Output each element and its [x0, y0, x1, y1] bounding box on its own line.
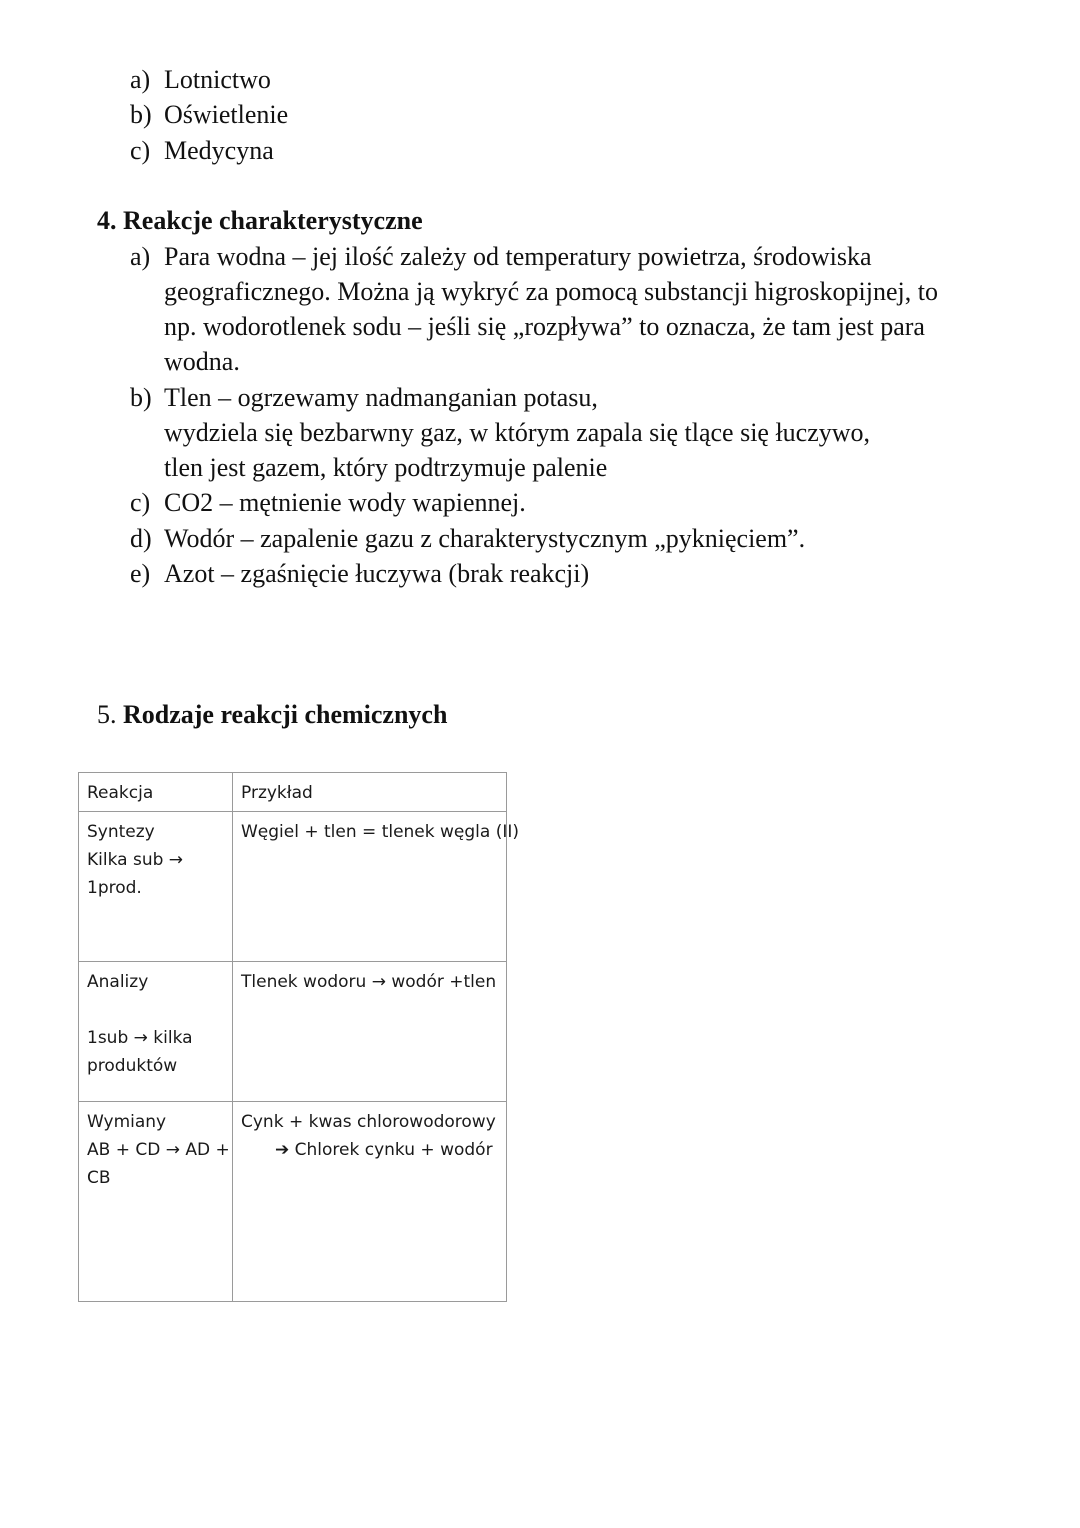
- section-title: Rodzaje reakcji chemicznych: [123, 700, 448, 729]
- list-marker: e): [130, 559, 151, 588]
- list-marker: c): [130, 136, 151, 165]
- cell-line: Syntezy: [87, 822, 155, 842]
- table-header-row: [79, 773, 507, 812]
- section-number: 4.: [97, 206, 117, 235]
- list-item-line: Azot – zgaśnięcie łuczywa (brak reakcji): [164, 559, 590, 588]
- section-4-heading: [97, 205, 423, 237]
- reactions-table: [78, 772, 520, 1302]
- list-marker: b): [130, 100, 152, 129]
- cell-line: Analizy: [87, 972, 149, 992]
- example-cell: [233, 962, 507, 1102]
- table-row: [79, 1102, 507, 1302]
- reaction-cell: [79, 812, 233, 962]
- list-item: Oświetlenie: [164, 100, 289, 129]
- list-item-line: CO2 – mętnienie wody wapiennej.: [164, 488, 526, 517]
- cell-line: CB: [87, 1168, 111, 1188]
- list-marker: b): [130, 383, 152, 412]
- section-5-heading: [97, 699, 447, 731]
- cell-line: Tlenek wodoru → wodór +tlen: [241, 972, 497, 992]
- list-item: Medycyna: [164, 136, 274, 165]
- section-title: Reakcje charakterystyczne: [123, 206, 423, 235]
- list-item-line: wodna.: [164, 347, 240, 376]
- list-item: Lotnictwo: [164, 65, 271, 94]
- cell-line: ➔ Chlorek cynku + wodór: [275, 1140, 493, 1160]
- table-header-cell: Reakcja: [79, 773, 233, 812]
- cell-line: Cynk + kwas chlorowodorowy: [241, 1112, 496, 1132]
- reaction-cell: [79, 1102, 233, 1302]
- table-row: [79, 812, 507, 962]
- cell-spacer: [87, 996, 224, 1024]
- cell-line: AB + CD → AD +: [87, 1140, 230, 1160]
- cell-line: 1sub → kilka: [87, 1028, 193, 1048]
- list-item-line: geograficznego. Można ją wykryć za pomocą substancji higroskopijnej, to: [164, 277, 938, 306]
- list-marker: d): [130, 524, 152, 553]
- cell-line: Węgiel + tlen = tlenek węgla (II): [241, 822, 520, 842]
- list-item-line: np. wodorotlenek sodu – jeśli się „rozpływa” to oznacza, że tam jest para: [164, 312, 925, 341]
- list-marker: a): [130, 242, 151, 271]
- list-item-line: Wodór – zapalenie gazu z charakterystycznym „pyknięciem”.: [164, 524, 806, 553]
- table-header-cell: Przykład: [233, 773, 507, 812]
- section-number: 5.: [97, 700, 117, 729]
- list-item-line: tlen jest gazem, który podtrzymuje palenie: [164, 453, 608, 482]
- list-marker: c): [130, 488, 151, 517]
- example-cell: [233, 812, 520, 962]
- list-item-line: Tlen – ogrzewamy nadmanganian potasu,: [164, 383, 598, 412]
- cell-line: Wymiany: [87, 1112, 167, 1132]
- reaction-cell: [79, 962, 233, 1102]
- cell-line: 1prod.: [87, 878, 142, 898]
- list-item-line: Para wodna – jej ilość zależy od temperatury powietrza, środowiska: [164, 242, 872, 271]
- cell-line: Kilka sub →: [87, 850, 184, 870]
- table-row: [79, 962, 507, 1102]
- example-cell: [233, 1102, 507, 1302]
- list-item-line: wydziela się bezbarwny gaz, w którym zapala się tlące się łuczywo,: [164, 418, 871, 447]
- list-marker: a): [130, 65, 151, 94]
- cell-line: produktów: [87, 1056, 178, 1076]
